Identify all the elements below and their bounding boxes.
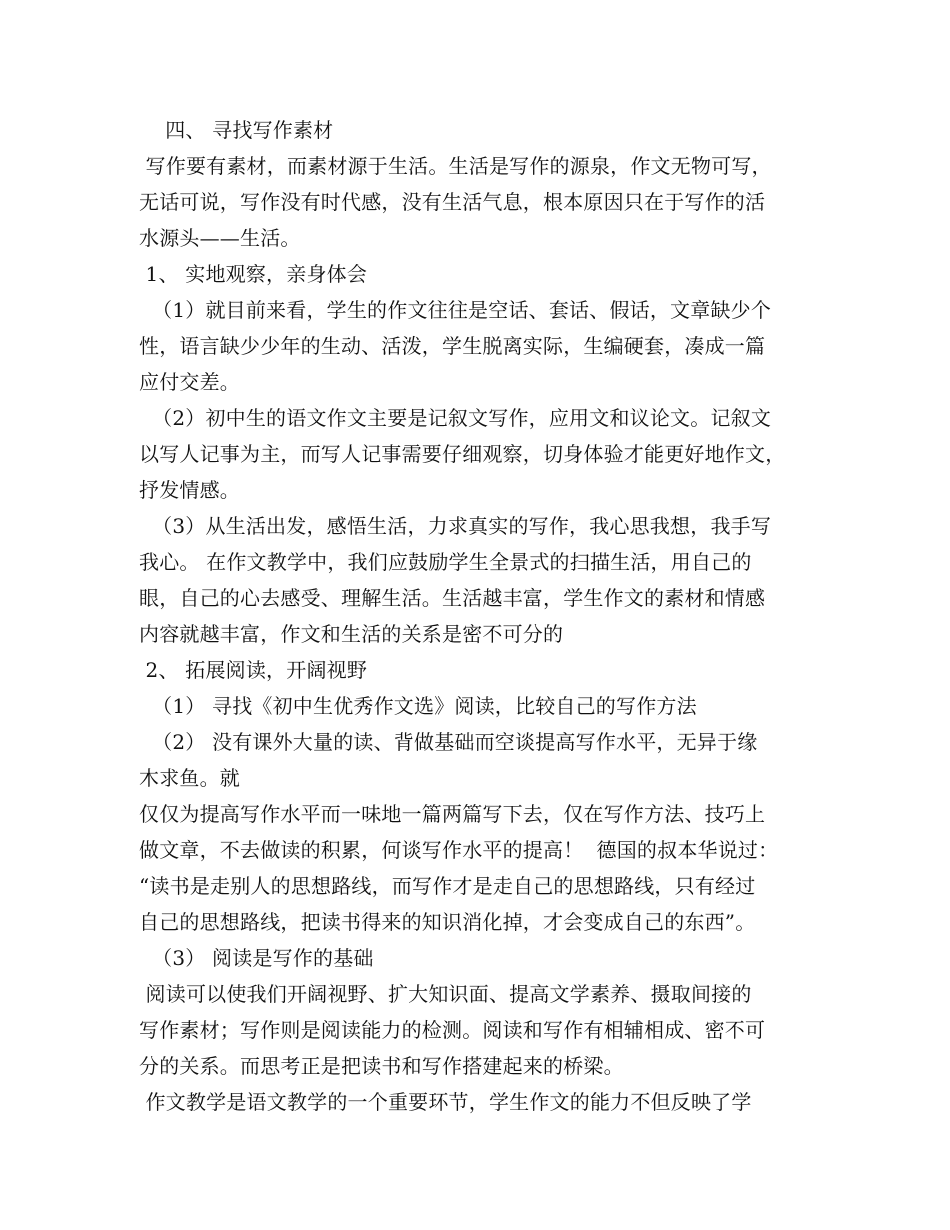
paragraph-line: 作文教学是语文教学的一个重要环节，学生作文的能力不但反映了学 bbox=[139, 1090, 752, 1114]
paragraph-line: 眼，自己的心去感受、理解生活。生活越丰富，学生作文的素材和情感 bbox=[139, 586, 766, 610]
paragraph-line: 抒发情感。 bbox=[139, 478, 240, 502]
subsection-heading: 2、 拓展阅读，开阔视野 bbox=[139, 658, 368, 682]
paragraph-line: 分的关系。而思考正是把读书和写作搭建起来的桥梁。 bbox=[139, 1054, 624, 1078]
paragraph-line: 仅仅为提高写作水平而一味地一篇两篇写下去，仅在写作方法、技巧上 bbox=[139, 802, 766, 826]
paragraph-line: 无话可说，写作没有时代感，没有生活气息，根本原因只在于写作的活 bbox=[139, 190, 766, 214]
section-heading: 四、 寻找写作素材 bbox=[139, 118, 334, 142]
paragraph-line: 做文章，不去做读的积累，何谈写作水平的提高！ 德国的叔本华说过： bbox=[139, 838, 779, 862]
paragraph-line: 木求鱼。就 bbox=[139, 766, 240, 790]
paragraph-line: （3）从生活出发，感悟生活，力求真实的写作，我心思我想，我手写 bbox=[139, 514, 772, 538]
paragraph-line: （1）就目前来看，学生的作文往往是空话、套话、假话，文章缺少个 bbox=[139, 298, 772, 322]
paragraph-line: 写作要有素材，而素材源于生活。生活是写作的源泉，作文无物可写， bbox=[139, 154, 772, 178]
paragraph-line: 应付交差。 bbox=[139, 370, 240, 394]
paragraph-line: （3） 阅读是写作的基础 bbox=[139, 946, 374, 970]
paragraph-line: “读书是走别人的思想路线，而写作才是走自己的思想路线，只有经过 bbox=[139, 874, 756, 898]
paragraph-line: 以写人记事为主，而写人记事需要仔细观察，切身体验才能更好地作文， bbox=[139, 442, 786, 466]
paragraph-line: （2） 没有课外大量的读、背做基础而空谈提高写作水平，无异于缘 bbox=[139, 730, 758, 754]
paragraph-line: （1） 寻找《初中生优秀作文选》阅读，比较自己的写作方法 bbox=[139, 694, 697, 718]
paragraph-line: （2）初中生的语文作文主要是记叙文写作，应用文和议论文。记叙文 bbox=[139, 406, 772, 430]
paragraph-line: 内容就越丰富，作文和生活的关系是密不可分的 bbox=[139, 622, 564, 646]
paragraph-line: 我心。 在作文教学中，我们应鼓励学生全景式的扫描生活，用自己的 bbox=[139, 550, 752, 574]
paragraph-line: 写作素材；写作则是阅读能力的检测。阅读和写作有相辅相成、密不可 bbox=[139, 1018, 766, 1042]
paragraph-line: 性，语言缺少少年的生动、活泼，学生脱离实际，生编硬套，凑成一篇 bbox=[139, 334, 766, 358]
paragraph-line: 阅读可以使我们开阔视野、扩大知识面、提高文学素养、摄取间接的 bbox=[139, 982, 752, 1006]
subsection-heading: 1、 实地观察，亲身体会 bbox=[139, 262, 368, 286]
paragraph-line: 水源头——生活。 bbox=[139, 226, 301, 250]
paragraph-line: 自己的思想路线，把读书得来的知识消化掉，才会变成自己的东西”。 bbox=[139, 910, 756, 934]
